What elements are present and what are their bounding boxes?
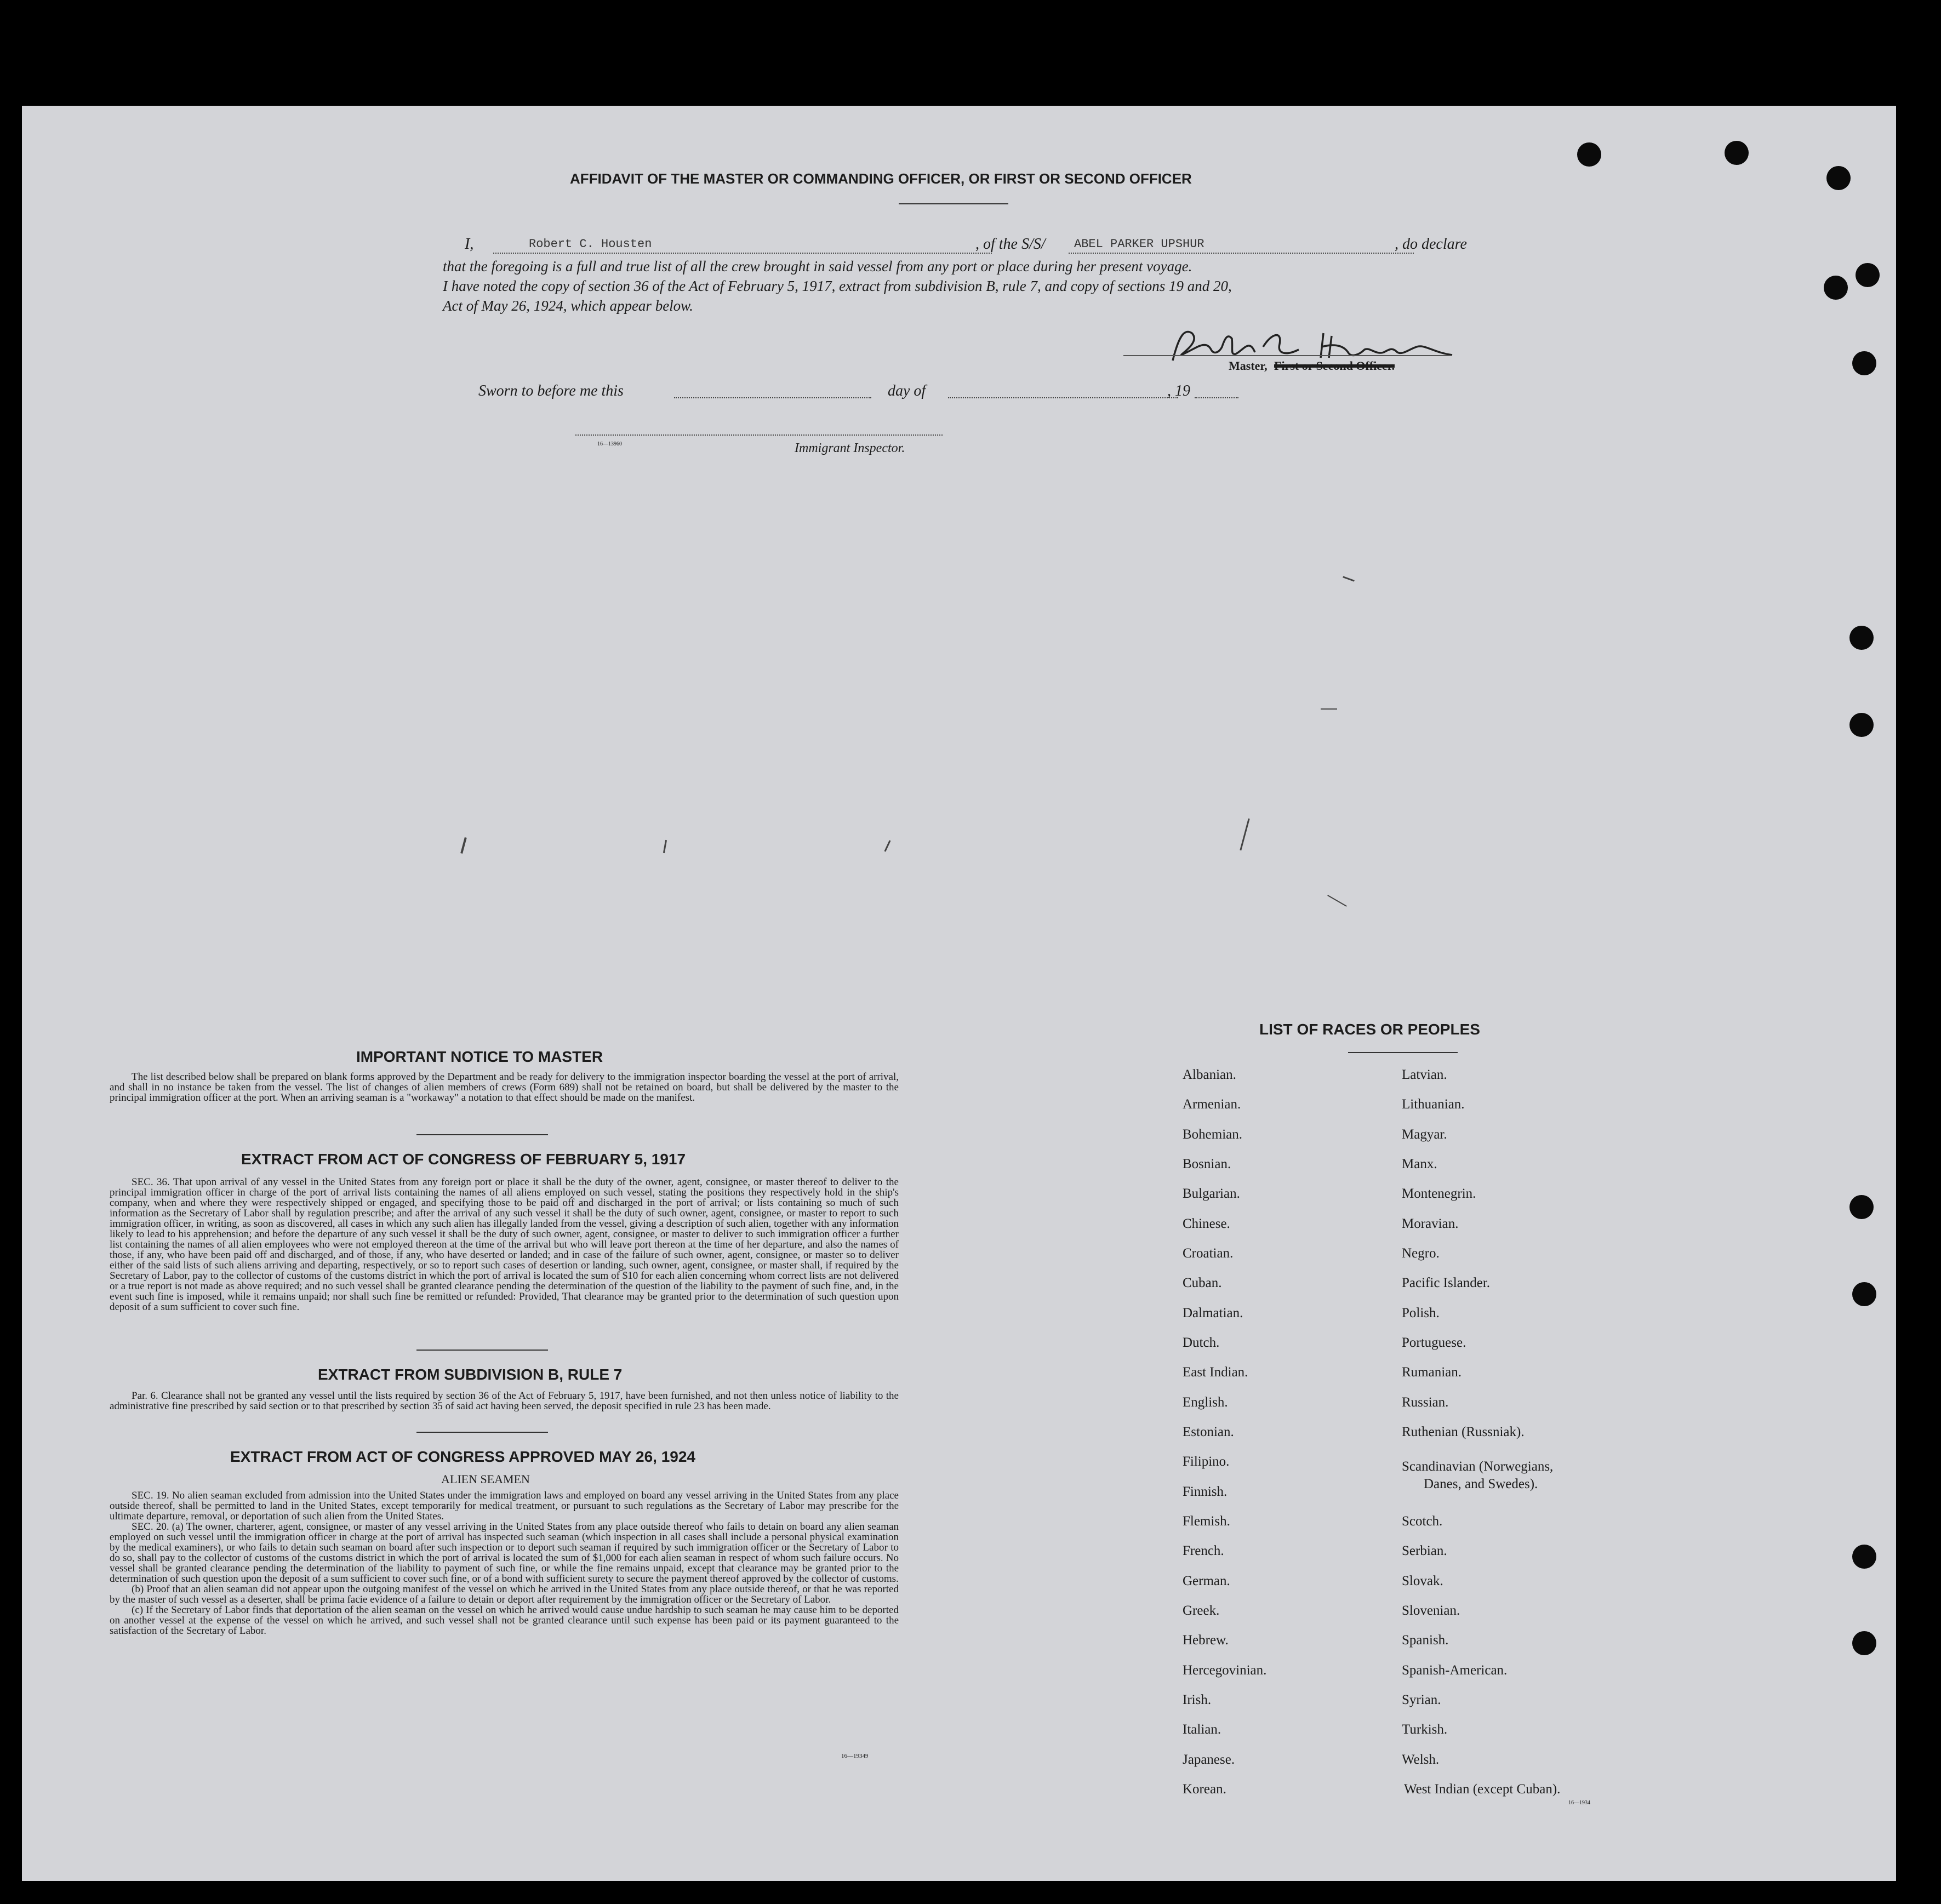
race-item: Chinese.	[1183, 1216, 1230, 1231]
signature-line	[1123, 355, 1452, 356]
race-item: Estonian.	[1183, 1425, 1234, 1439]
race-item: Portuguese.	[1402, 1335, 1466, 1350]
punch-hole	[1849, 1195, 1874, 1219]
race-item: Scandinavian (Norwegians,	[1402, 1459, 1554, 1474]
paragraph-6: Par. 6. Clearance shall not be granted any vessel until the lists required by section 36 of the Act of February 5, 1917, have been furnished, and not then unless notice of liability to the administrative fine prescribed by said section or to that prescribed by section 35 of said act having been served, the deposit specified in rule 23 has been made.	[110, 1390, 899, 1412]
extract-1924-title: EXTRACT FROM ACT OF CONGRESS APPROVED MAY 26, 1924	[230, 1448, 695, 1465]
race-item: Flemish.	[1183, 1514, 1230, 1529]
race-item: Slovenian.	[1402, 1603, 1460, 1618]
race-item: Ruthenian (Russniak).	[1402, 1425, 1525, 1439]
inspector-signature-line	[575, 434, 943, 436]
notice-text	[110, 1072, 899, 1103]
extract-1917-text	[110, 1177, 899, 1312]
punch-hole	[1577, 142, 1601, 167]
punch-hole	[1852, 1282, 1876, 1306]
punch-hole	[1849, 626, 1874, 650]
inspector-label: Immigrant Inspector.	[795, 441, 905, 455]
race-item: Filipino.	[1183, 1454, 1230, 1469]
race-item: Lithuanian.	[1402, 1097, 1465, 1112]
affidavit-line-3: I have noted the copy of section 36 of the Act of February 5, 1917, extract from subdivision B, rule 7, and copy of sections 19 and 20,	[443, 278, 1232, 294]
race-item: Moravian.	[1402, 1216, 1459, 1231]
race-item: Serbian.	[1402, 1543, 1447, 1558]
race-item: Polish.	[1402, 1306, 1440, 1320]
affidavit-line-2: that the foregoing is a full and true list of all the crew brought in said vessel from any port or place during her present voyage.	[443, 258, 1192, 275]
punch-hole	[1824, 276, 1848, 300]
scan-mark	[1240, 819, 1249, 851]
race-item: Montenegrin.	[1402, 1186, 1476, 1201]
race-item: Spanish-American.	[1402, 1663, 1508, 1678]
section-20a-paragraph: SEC. 20. (a) The owner, charterer, agent, consignee, or master of any vessel arriving in the United States from any place outside thereof who fails to detain on board any alien seaman employed on such vessel until the immigration officer in charge at the port of arrival has inspected such seaman (which inspection in all cases shall include a personal physical examination by the medical examiners), or who fails to detain such seaman on board after such inspection or to deport such seaman if required by such immigration officer or the Secretary of Labor to do so, shall pay to the collector of customs of the customs district in which the port of arrival is located the sum of $1,000 for each alien seaman in respect of whom such failure occurs. No vessel shall be granted clearance pending the determination of the liability to payment of such fine, or while the fine remains unpaid, except that clearance may be granted prior to the determination of such question upon the deposit of a sum sufficient to cover such fine, or of a bond with sufficient surety to secure the payment thereof approved by the collector of customs.	[110, 1521, 899, 1585]
officer-name: Robert C. Housten	[529, 237, 652, 251]
race-item: Greek.	[1183, 1603, 1220, 1618]
alien-seamen-subtitle: ALIEN SEAMEN	[441, 1472, 530, 1486]
scan-mark	[884, 840, 890, 851]
sworn-day-line	[674, 397, 871, 398]
section-20c-paragraph: (c) If the Secretary of Labor finds that deportation of the alien seaman on the vessel on which he arrived would cause undue hardship to such seaman he may cause him to be deported on another vessel at the expense of the vessel on which he arrived, and such vessel shall not be granted clearance until such expense has been paid or its payment guaranteed to the satisfaction of the Secretary of Labor.	[110, 1604, 899, 1637]
race-item: Italian.	[1183, 1722, 1221, 1737]
section-36-paragraph: SEC. 36. That upon arrival of any vessel in the United States from any foreign port or place it shall be the duty of the owner, agent, consignee, or master thereof to deliver to the principal immigration officer in charge of the port of arrival lists containing the names of all aliens employed on such vessel, stating the positions they respectively hold in the ship's company, when and where they were respectively shipped or engaged, and specifying those to be paid off and discharged in the port of arrival; or lists containing so much of such information as the Secretary of Labor shall by regulation prescribe; and after the arrival of any such vessel it shall be the duty of such owner, agent, consignee, or master to report to such immigration officer, in writing, as soon as discovered, all cases in which any such alien has illegally landed from the vessel, giving a description of such alien, together with any information likely to lead to his apprehension; and before the departure of any such vessel it shall be the duty of such owner, agent, consignee, or master to deliver to such immigration officer a further list containing the names of all alien employees who were not employed thereon at the time of the arrival but who will leave port thereon at the time of her departure, and also the names of those, if any, who have been paid off and discharged, and of those, if any, who have deserted or landed; and in case of the failure of such owner, agent, consignee, or master so to deliver either of the said lists of such aliens arriving and departing, respectively, or so to report such cases of desertion or landing, such owner, agent, consignee, or master shall, if required by the Secretary of Labor, pay to the collector of customs of the customs district in which the port of arrival is located the sum of $10 for each alien concerning whom correct lists are not delivered or a true report is not made as above required; and no such vessel shall be granted clearance pending the determination of the question of the liability to the payment of such fine, and, in the event such fine is imposed, while it remains unpaid; nor shall such fine be remitted or refunded: Provided, That clearance may be granted prior to the determination of such question upon deposit of a sum sufficient to cover such fine.	[110, 1176, 899, 1313]
race-item: Hebrew.	[1183, 1633, 1229, 1648]
punch-hole	[1852, 1631, 1876, 1655]
race-item: Bohemian.	[1183, 1127, 1243, 1142]
punch-hole	[1826, 166, 1851, 190]
sworn-label: Sworn to before me this	[478, 382, 624, 399]
vessel-name-line	[1069, 253, 1414, 254]
day-of-label: day of	[888, 382, 926, 399]
race-item: Hercegovinian.	[1183, 1663, 1267, 1678]
punch-hole	[1856, 263, 1880, 287]
race-item: Armenian.	[1183, 1097, 1241, 1112]
race-item: Dutch.	[1183, 1335, 1220, 1350]
races-title: LIST OF RACES OR PEOPLES	[1259, 1021, 1480, 1038]
races-form-number: 16—1934	[1568, 1800, 1590, 1806]
notice-title: IMPORTANT NOTICE TO MASTER	[356, 1048, 603, 1065]
scan-mark	[460, 837, 467, 854]
extract-1924-text	[110, 1490, 899, 1636]
race-item: Manx.	[1402, 1157, 1437, 1171]
race-item: Irish.	[1183, 1693, 1212, 1707]
master-label: Master,	[1229, 359, 1268, 373]
race-item: Finnish.	[1183, 1484, 1228, 1499]
race-item: Latvian.	[1402, 1067, 1447, 1082]
race-item: Japanese.	[1183, 1752, 1235, 1767]
divider	[416, 1134, 548, 1135]
vessel-name: ABEL PARKER UPSHUR	[1074, 237, 1204, 251]
scan-mark	[1321, 708, 1337, 710]
race-item: Pacific Islander.	[1402, 1276, 1491, 1290]
punch-hole	[1725, 141, 1749, 165]
sworn-month-line	[948, 397, 1178, 398]
race-item: Turkish.	[1402, 1722, 1448, 1737]
punch-hole	[1852, 351, 1876, 375]
divider	[416, 1432, 548, 1433]
race-item: Russian.	[1402, 1395, 1449, 1410]
race-item: Albanian.	[1183, 1067, 1236, 1082]
race-item: Bulgarian.	[1183, 1186, 1240, 1201]
scan-mark	[1343, 576, 1355, 581]
do-declare-label: , do declare	[1395, 236, 1467, 253]
race-item: Syrian.	[1402, 1693, 1441, 1707]
race-item: West Indian (except Cuban).	[1404, 1782, 1561, 1797]
race-item: East Indian.	[1183, 1365, 1248, 1380]
officer-name-line	[493, 253, 992, 254]
struck-officer-label: First or Second Officer.	[1274, 359, 1395, 373]
race-item: Slovak.	[1402, 1574, 1443, 1588]
race-item: German.	[1183, 1574, 1230, 1588]
form-number: 16—19349	[841, 1753, 869, 1759]
extract-1917-title: EXTRACT FROM ACT OF CONGRESS OF FEBRUARY 5, 1917	[241, 1151, 686, 1168]
race-item: Croatian.	[1183, 1246, 1234, 1261]
affidavit-title: AFFIDAVIT OF THE MASTER OR COMMANDING OFFICER, OR FIRST OR SECOND OFFICER	[570, 170, 1192, 187]
race-item: French.	[1183, 1543, 1224, 1558]
race-item: Spanish.	[1402, 1633, 1449, 1648]
race-item: Welsh.	[1402, 1752, 1440, 1767]
punch-hole	[1849, 713, 1874, 737]
scan-mark	[1327, 895, 1347, 907]
scan-mark	[663, 840, 667, 853]
race-item: Negro.	[1402, 1246, 1440, 1261]
punch-hole	[1852, 1545, 1876, 1569]
rule-7-text	[110, 1391, 899, 1411]
race-item: English.	[1183, 1395, 1228, 1410]
divider	[1348, 1052, 1458, 1053]
of-the-label: , of the S/S/	[975, 236, 1046, 253]
race-item: Dalmatian.	[1183, 1306, 1243, 1320]
race-item: Danes, and Swedes).	[1424, 1477, 1538, 1491]
year-label: , 19	[1167, 382, 1190, 399]
affidavit-i-label: I,	[465, 236, 474, 253]
form-number-small: 16—13960	[597, 441, 622, 447]
rule-7-title: EXTRACT FROM SUBDIVISION B, RULE 7	[318, 1366, 623, 1383]
race-item: Korean.	[1183, 1782, 1226, 1797]
document-page	[22, 106, 1896, 1881]
race-item: Cuban.	[1183, 1276, 1222, 1290]
notice-paragraph: The list described below shall be prepared on blank forms approved by the Department and be ready for delivery to the immigration inspector boarding the vessel at the port of arrival, and shall in no instance be taken from the vessel. The list of changes of alien members of crews (Form 689) shall not be retained on board, but shall be delivered by the master to the principal immigration officer at the port. When an arriving seaman is a "workaway" a notation to that effect should be made on the manifest.	[110, 1071, 899, 1103]
race-item: Rumanian.	[1402, 1365, 1462, 1380]
divider	[899, 203, 1008, 204]
affidavit-line-4: Act of May 26, 1924, which appear below.	[443, 298, 693, 314]
section-19-paragraph: SEC. 19. No alien seaman excluded from admission into the United States under the immigration laws and employed on board any vessel arriving in the United States from any place outside thereof, shall be permitted to land in the United States, except temporarily for medical treatment, or pursuant to such regulations as the Secretary of Labor may prescribe for the ultimate departure, removal, or deportation of such alien from the United States.	[110, 1490, 899, 1522]
divider	[416, 1350, 548, 1351]
race-item: Magyar.	[1402, 1127, 1447, 1142]
race-item: Scotch.	[1402, 1514, 1443, 1529]
sworn-year-line	[1195, 397, 1238, 398]
race-item: Bosnian.	[1183, 1157, 1231, 1171]
section-20b-paragraph: (b) Proof that an alien seaman did not appear upon the outgoing manifest of the vessel on which he arrived in the United States from any place outside thereof, or that he was reported by the master of such vessel as a deserter, shall be prima facie evidence of a failure to detain or deport after requirement by the immigration officer or the Secretary of Labor.	[110, 1583, 899, 1605]
